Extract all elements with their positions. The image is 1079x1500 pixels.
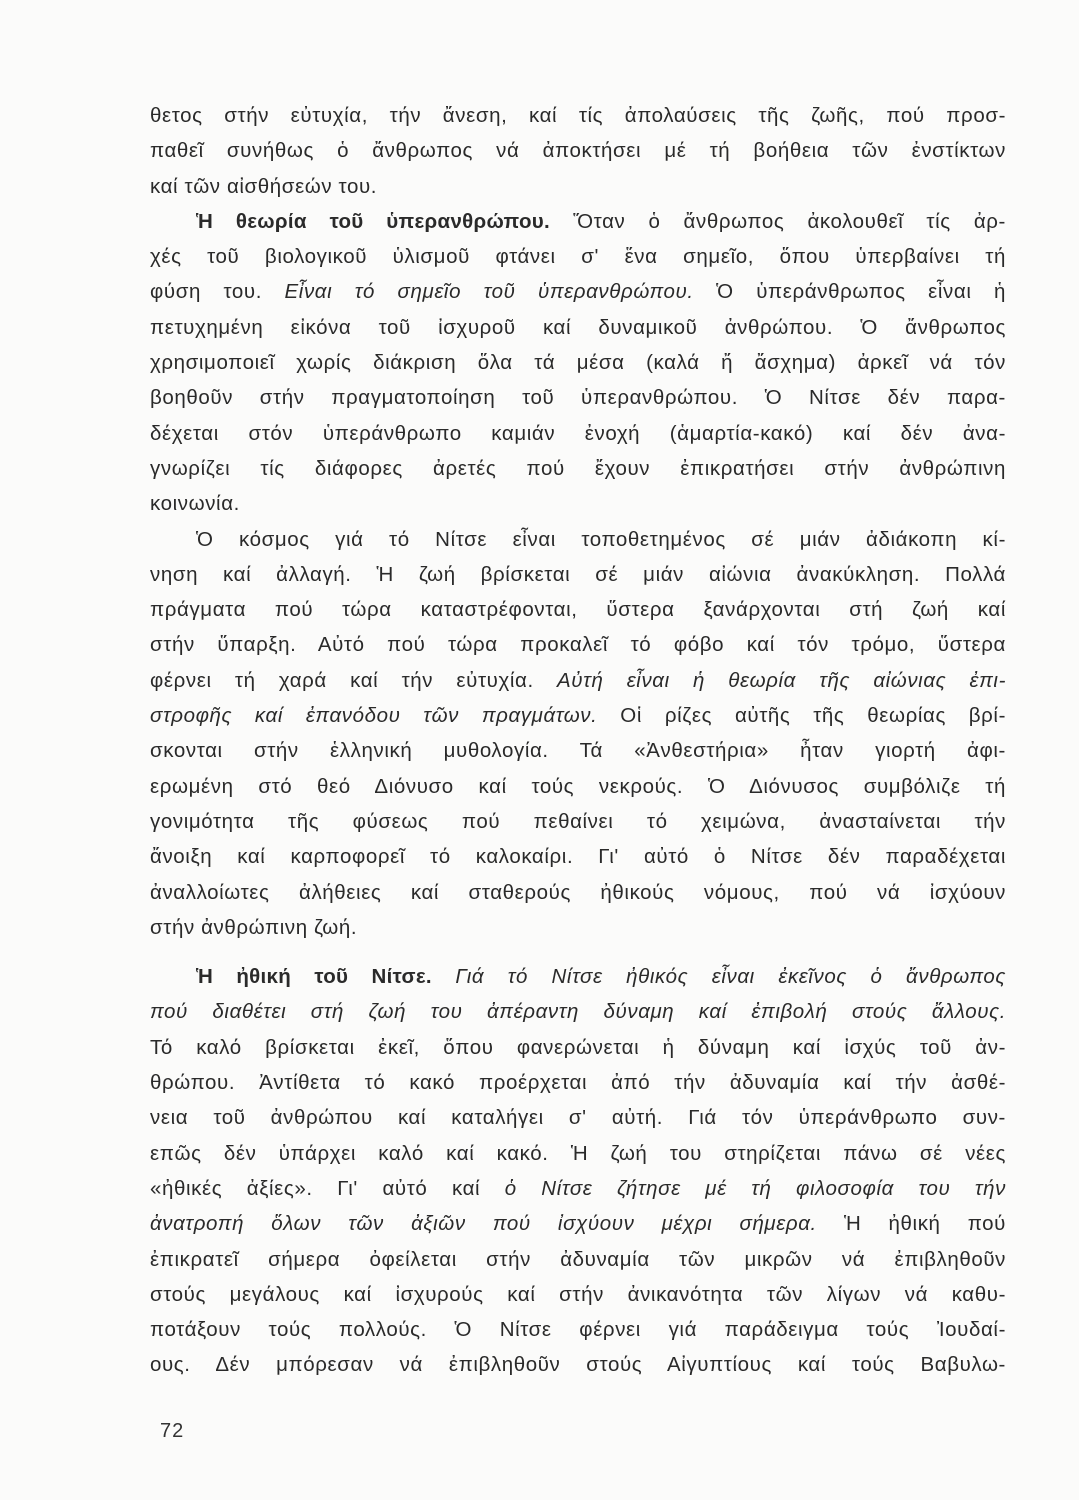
text-line: [150, 769, 1006, 804]
text-line: [150, 1136, 1006, 1171]
body-text: [150, 98, 1006, 1383]
text-line: [150, 839, 1006, 874]
text-line: [150, 557, 1006, 592]
emphasis-text: Αὐτή εἶναι ἡ θεωρία τῆς αἰώνιας ἐπι-: [557, 668, 1006, 692]
text-run: φύση του.: [150, 280, 285, 304]
emphasis-text: ἀνατροπή ὅλων τῶν ἀξιῶν πού ἰσχύουν μέχρι σήμερα.: [150, 1212, 817, 1236]
text-run: κοινωνία.: [150, 492, 240, 516]
emphasis-text: ὁ Νίτσε ζήτησε μέ τή φιλοσοφία του τήν: [504, 1176, 1006, 1200]
text-line: [150, 451, 1006, 486]
page-number: 72: [160, 1420, 185, 1442]
section-heading: Ἡ θεωρία τοῦ ὑπερανθρώπου.: [196, 209, 551, 233]
text-line: [150, 416, 1006, 451]
text-line: [150, 1100, 1006, 1135]
section-heading: Ἡ ἠθική τοῦ Νίτσε.: [196, 965, 432, 989]
text-line: [150, 1171, 1006, 1206]
text-run: ους. Δέν μπόρεσαν νά ἐπιβληθοῦν στούς Αἰγυπτίους καί τούς Βαβυλω-: [150, 1353, 1006, 1377]
text-line: [150, 1065, 1006, 1100]
text-line: [150, 1206, 1006, 1241]
text-line: [150, 1312, 1006, 1347]
text-run: στήν ὕπαρξη. Αὐτό πού τώρα προκαλεῖ τό φόβο καί τόν τρόμο, ὕστερα: [150, 633, 1006, 657]
text-line: [150, 522, 1006, 557]
text-run: δέχεται στόν ὑπεράνθρωπο καμιάν ἐνοχή (ἁμαρτία-κακό) καί δέν ἀνα-: [150, 421, 1006, 445]
text-run: πετυχημένη εἰκόνα τοῦ ἰσχυροῦ καί δυναμικοῦ ἀνθρώπου. Ὁ ἄνθρωπος: [150, 315, 1006, 339]
text-line: [150, 133, 1006, 168]
text-line: [150, 169, 1006, 204]
text-line: [150, 698, 1006, 733]
text-line: [150, 98, 1006, 133]
text-run: παθεῖ συνήθως ὁ ἄνθρωπος νά ἀποκτήσει μέ τή βοήθεια τῶν ἐνστίκτων: [150, 139, 1006, 163]
text-run: πράγματα πού τώρα καταστρέφονται, ὕστερα ξανάρχονται στή ζωή καί: [150, 598, 1006, 622]
text-line: [150, 804, 1006, 839]
emphasis-text: πού διαθέτει στή ζωή του ἀπέραντη δύναμη καί ἐπιβολή στούς ἄλλους.: [150, 1000, 1006, 1024]
text-line: [150, 592, 1006, 627]
text-line: [150, 733, 1006, 768]
text-run: «ἠθικές ἀξίες». Γι' αὐτό καί: [150, 1176, 505, 1200]
emphasis-text: Γιά τό Νίτσε ἠθικός εἶναι ἐκεῖνος ὁ ἄνθρωπος: [455, 965, 1006, 989]
text-run: γνωρίζει τίς διάφορες ἀρετές πού ἔχουν ἐπικρατήσει στήν ἀνθρώπινη: [150, 456, 1006, 480]
text-run: φέρνει τή χαρά καί τήν εὐτυχία.: [150, 668, 558, 692]
text-run: στήν ἀνθρώπινη ζωή.: [150, 915, 358, 939]
text-run: σκονται στήν ἑλληνική μυθολογία. Τά «Ἀνθεστήρια» ἦταν γιορτή ἀφι-: [150, 739, 1006, 763]
text-line: [150, 627, 1006, 662]
text-run: βοηθοῦν στήν πραγματοποίηση τοῦ ὑπερανθρώπου. Ὁ Νίτσε δέν παρα-: [150, 386, 1006, 410]
text-line: [150, 380, 1006, 415]
text-line: [150, 959, 1006, 994]
text-run: [432, 965, 456, 988]
text-run: Ὁ κόσμος γιά τό Νίτσε εἶναι τοποθετημένος σέ μιάν ἀδιάκοπη κί-: [196, 527, 1006, 551]
text-line: [150, 345, 1006, 380]
text-line: [150, 486, 1006, 521]
text-run: Οἱ ρίζες αὐτῆς τῆς θεωρίας βρί-: [597, 704, 1007, 728]
text-run: Ἡ ἠθική πού: [816, 1212, 1006, 1236]
text-line: [150, 274, 1006, 309]
text-run: Ὁ ὑπεράνθρωπος εἶναι ἡ: [693, 280, 1006, 304]
text-run: θετος στήν εὐτυχία, τήν ἄνεση, καί τίς ἀπολαύσεις τῆς ζωῆς, πού προσ-: [150, 104, 1006, 127]
text-run: θρώπου. Ἀντίθετα τό κακό προέρχεται ἀπό τήν ἀδυναμία καί τήν ἀσθέ-: [150, 1071, 1006, 1095]
text-run: νηση καί ἀλλαγή. Ἡ ζωή βρίσκεται σέ μιάν αἰώνια ἀνακύκληση. Πολλά: [150, 562, 1006, 586]
text-run: ἐπικρατεῖ σήμερα ὀφείλεται στήν ἀδυναμία τῶν μικρῶν νά ἐπιβληθοῦν: [150, 1247, 1006, 1271]
text-line: [150, 1242, 1006, 1277]
text-run: Τό καλό βρίσκεται ἐκεῖ, ὅπου φανερώνεται ἡ δύναμη καί ἰσχύς τοῦ ἀν-: [150, 1035, 1006, 1059]
text-run: Ὅταν ὁ ἄνθρωπος ἀκολουθεῖ τίς ἀρ-: [550, 209, 1006, 233]
text-run: καί τῶν αἰσθήσεών του.: [150, 174, 378, 198]
text-run: χρησιμοποιεῖ χωρίς διάκριση ὅλα τά μέσα (καλά ἤ ἄσχημα) ἀρκεῖ νά τόν: [150, 351, 1006, 375]
text-line: [150, 1030, 1006, 1065]
text-run: στούς μεγάλους καί ἰσχυρούς καί στήν ἀνικανότητα τῶν λίγων νά καθυ-: [150, 1282, 1006, 1306]
text-line: [150, 910, 1006, 945]
text-line: [150, 994, 1006, 1029]
text-run: γονιμότητα τῆς φύσεως πού πεθαίνει τό χειμώνα, ἀνασταίνεται τήν: [150, 809, 1006, 833]
emphasis-text: στροφῆς καί ἐπανόδου τῶν πραγμάτων.: [150, 704, 598, 728]
text-line: [150, 204, 1006, 239]
text-run: ἄνοιξη καί καρποφορεῖ τό καλοκαίρι. Γι' αὐτό ὁ Νίτσε δέν παραδέχεται: [150, 845, 1006, 869]
text-line: [150, 663, 1006, 698]
text-line: [150, 1277, 1006, 1312]
text-run: χές τοῦ βιολογικοῦ ὑλισμοῦ φτάνει σ' ἕνα σημεῖο, ὅπου ὑπερβαίνει τή: [150, 245, 1006, 269]
text-run: επῶς δέν ὑπάρχει καλό καί κακό. Ἡ ζωή του στηρίζεται πάνω σέ νέες: [150, 1141, 1006, 1165]
text-line: [150, 310, 1006, 345]
text-run: νεια τοῦ ἀνθρώπου καί καταλήγει σ' αὐτή. Γιά τόν ὑπεράνθρωπο συν-: [150, 1106, 1006, 1130]
emphasis-text: Εἶναι τό σημεῖο τοῦ ὑπερανθρώπου.: [284, 280, 694, 304]
text-run: ερωμένη στό θεό Διόνυσο καί τούς νεκρούς. Ὁ Διόνυσος συμβόλιζε τή: [150, 774, 1006, 798]
text-line: [150, 875, 1006, 910]
text-line: [150, 239, 1006, 274]
text-run: ἀναλλοίωτες ἀλήθειες καί σταθερούς ἠθικούς νόμους, πού νά ἰσχύουν: [150, 880, 1006, 904]
text-line: [150, 1347, 1006, 1382]
text-run: ποτάξουν τούς πολλούς. Ὁ Νίτσε φέρνει γιά παράδειγμα τούς Ἰουδαί-: [150, 1318, 1006, 1342]
